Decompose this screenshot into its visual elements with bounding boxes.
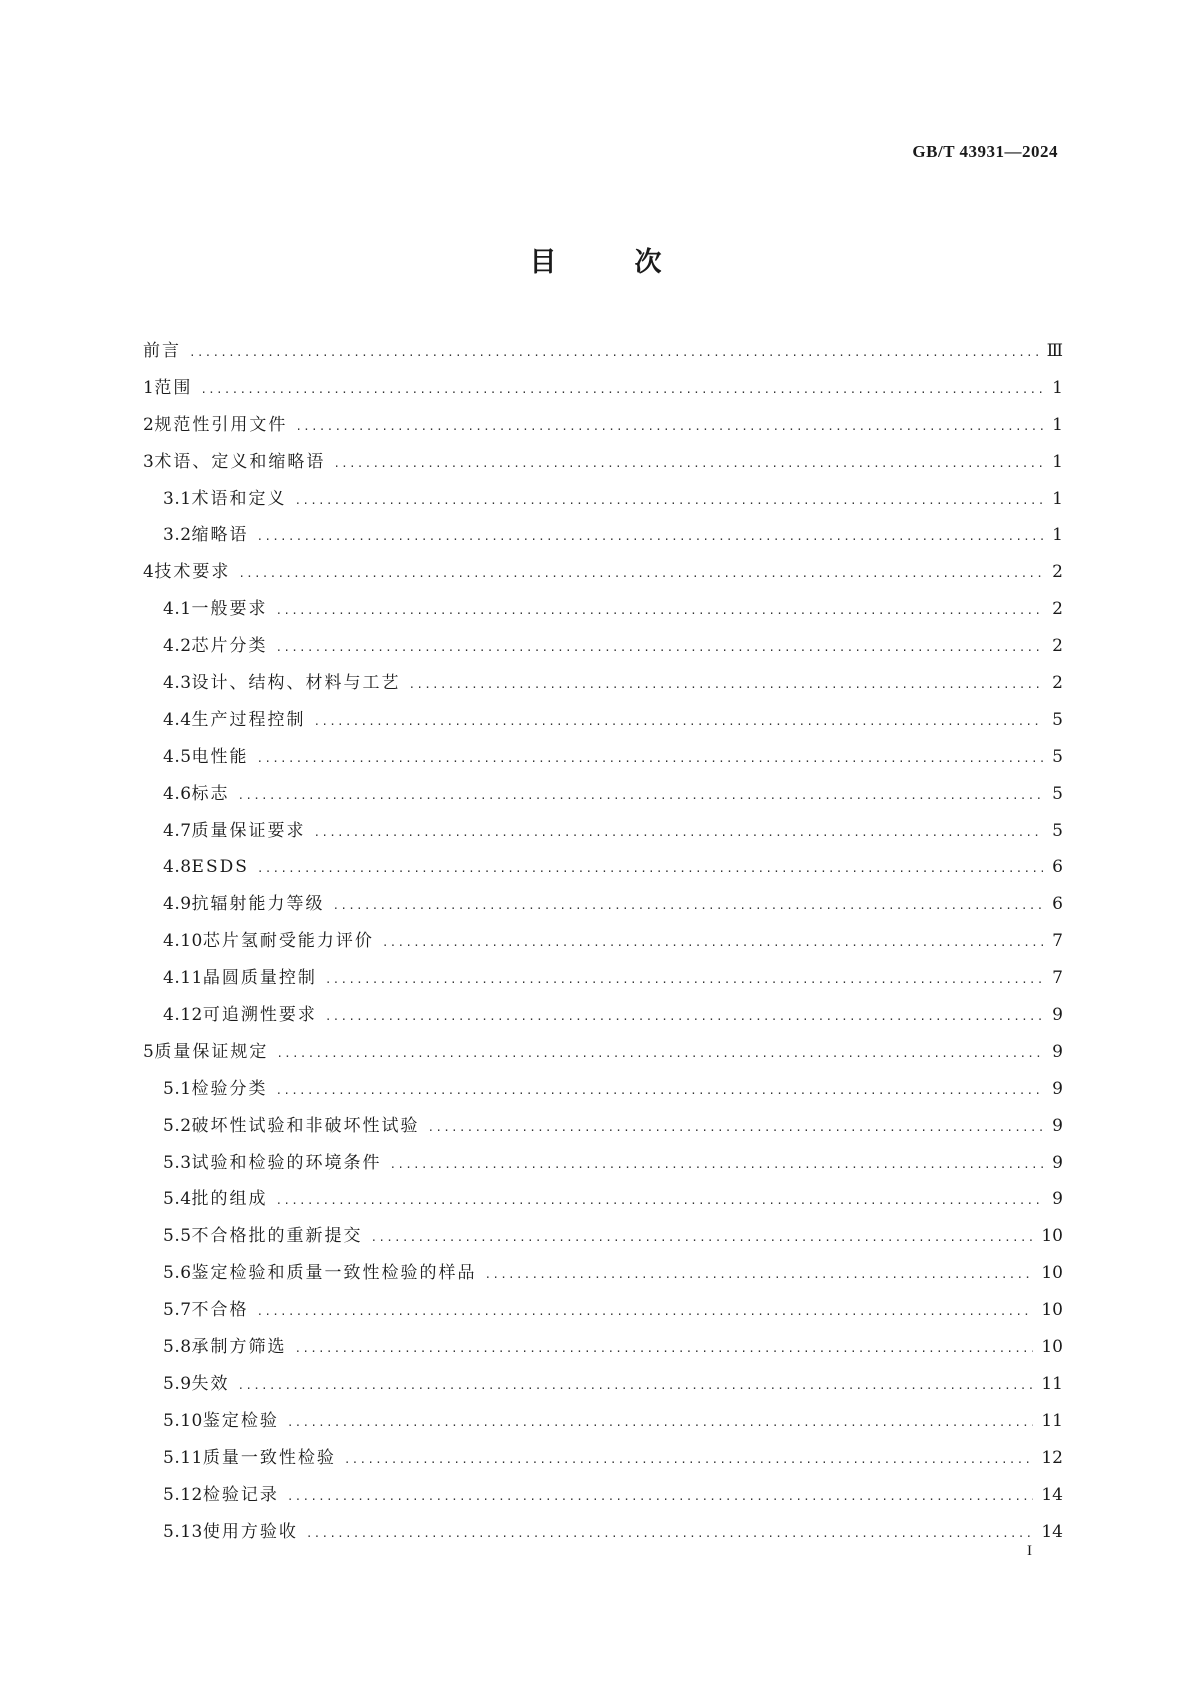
toc-entry-number: 2 [143,414,155,435]
toc-dot-leader [276,637,1043,659]
toc-entry-page: 11 [1041,1410,1063,1431]
toc-title [0,246,1191,280]
toc-entry[interactable] [143,451,1063,488]
toc-entry-page: 2 [1052,562,1063,583]
toc-dot-leader [314,711,1043,733]
toc-entry-number: 4.11 [163,968,203,989]
toc-entry-number: 4.1 [163,599,192,620]
standard-code: GB/T 43931—2024 [912,142,1058,161]
toc-entry-label: 不合格 [191,1300,249,1321]
toc-entry-label: 术语和定义 [191,488,287,509]
toc-entry[interactable] [143,1373,1063,1410]
toc-entry[interactable] [143,561,1063,598]
toc-entry-page: 11 [1041,1373,1063,1394]
toc-dot-leader [200,379,1043,401]
toc-entry-page: 14 [1041,1484,1063,1505]
toc-entry-number: 5.7 [163,1300,192,1321]
toc-entry-number: 3.1 [163,488,192,509]
toc-title-char-1: 目 [529,247,557,278]
toc-entry-page: 9 [1052,1005,1063,1026]
toc-entry-page: 10 [1041,1263,1063,1284]
toc-entry-number: 4 [143,562,155,583]
toc-entry-page: 5 [1052,820,1063,841]
toc-entry-page: 7 [1052,968,1063,989]
toc-dot-leader [390,1154,1043,1176]
toc-entry-number: 4.12 [163,1005,203,1026]
toc-entry-label: 承制方筛选 [191,1337,287,1358]
toc-entry[interactable] [143,1484,1063,1521]
toc-dot-leader [238,563,1043,585]
toc-entry-page: 10 [1041,1226,1063,1247]
toc-entry-label: 一般要求 [191,599,268,620]
toc-entry[interactable] [143,746,1063,783]
toc-dot-leader [238,785,1043,807]
toc-entry-label: 电性能 [191,746,249,767]
toc-entry[interactable] [143,1152,1063,1189]
toc-entry[interactable] [143,1041,1063,1078]
toc-entry-page: 5 [1052,746,1063,767]
toc-entry-number: 5.1 [163,1078,192,1099]
toc-entry[interactable] [143,1262,1063,1299]
toc-entry-page: 9 [1052,1041,1063,1062]
toc-entry-label: 芯片氢耐受能力评价 [202,931,374,952]
toc-entry-number: 5.4 [163,1189,192,1210]
toc-dot-leader [238,1375,1034,1397]
toc-dot-leader [314,822,1043,844]
toc-entry-label: 质量一致性检验 [202,1447,336,1468]
toc-entry[interactable] [143,635,1063,672]
toc-dot-leader [333,895,1043,917]
toc-dot-leader [371,1227,1034,1249]
toc-entry-label: 鉴定检验和质量一致性检验的样品 [191,1263,477,1284]
toc-entry-page: 1 [1052,451,1063,472]
toc-dot-leader [325,1006,1043,1028]
toc-dot-leader [306,1523,1034,1545]
toc-entry-page: 10 [1041,1337,1063,1358]
toc-dot-leader [333,453,1043,475]
toc-entry-label: 规范性引用文件 [154,414,288,435]
toc-entry-label: 失效 [191,1373,230,1394]
toc-entry-label: 晶圆质量控制 [202,968,317,989]
toc-entry[interactable] [143,1004,1063,1041]
toc-entry-page: 5 [1052,783,1063,804]
toc-entry-label: 可追溯性要求 [202,1005,317,1026]
toc-entry-page: 12 [1041,1447,1063,1468]
toc-entry-page: Ⅲ [1046,341,1063,361]
toc-title-char-2: 次 [634,247,662,278]
toc-dot-leader [295,416,1043,438]
toc-entry[interactable] [143,930,1063,967]
toc-entry[interactable] [143,598,1063,635]
page-number: I [1027,1543,1032,1559]
toc-entry-label: 破坏性试验和非破坏性试验 [191,1115,420,1136]
toc-entry-label: 芯片分类 [191,636,268,657]
toc-entry-page: 5 [1052,709,1063,730]
toc-entry[interactable] [143,377,1063,414]
toc-dot-leader [325,969,1043,991]
toc-dot-leader [257,1301,1034,1323]
toc-entry-number: 4.7 [163,820,192,841]
toc-entry-page: 1 [1052,414,1063,435]
toc-entry-label: ESDS [191,857,249,878]
toc-entry[interactable] [143,1188,1063,1225]
toc-entry-page: 2 [1052,636,1063,657]
toc-entry-number: 5.5 [163,1226,192,1247]
toc-entry-label: 生产过程控制 [191,709,306,730]
toc-entry-number: 4.2 [163,636,192,657]
toc-entry-number: 4.3 [163,673,192,694]
toc-dot-leader [257,526,1043,548]
toc-entry[interactable] [143,1336,1063,1373]
table-of-contents [143,340,1063,1557]
toc-dot-leader [257,858,1043,880]
toc-entry-label: 鉴定检验 [202,1410,279,1431]
toc-entry-page: 9 [1052,1078,1063,1099]
toc-entry-label: 不合格批的重新提交 [191,1226,363,1247]
toc-dot-leader [276,1043,1043,1065]
toc-entry-page: 9 [1052,1189,1063,1210]
toc-entry[interactable] [143,1410,1063,1447]
toc-entry-label: 质量保证规定 [154,1041,269,1062]
toc-entry-page: 6 [1052,894,1063,915]
toc-entry[interactable] [143,783,1063,820]
toc-entry-label: 设计、结构、材料与工艺 [191,673,401,694]
toc-entry-page: 14 [1041,1521,1063,1542]
toc-entry-page: 2 [1052,599,1063,620]
toc-entry-label: 标志 [191,783,230,804]
toc-entry[interactable] [143,820,1063,857]
toc-entry-number: 4.9 [163,894,192,915]
toc-entry[interactable] [143,672,1063,709]
toc-entry-label: 缩略语 [191,525,249,546]
toc-entry[interactable] [143,893,1063,930]
toc-entry-number: 5.9 [163,1373,192,1394]
toc-entry[interactable] [143,709,1063,746]
toc-dot-leader [295,1338,1034,1360]
toc-entry[interactable] [143,856,1063,893]
toc-entry-number: 3.2 [163,525,192,546]
toc-entry-label: 范围 [154,377,193,398]
toc-entry-label: 批的组成 [191,1189,268,1210]
toc-entry-page: 6 [1052,857,1063,878]
toc-entry-page: 7 [1052,931,1063,952]
toc-entry[interactable] [143,524,1063,561]
toc-entry-page: 1 [1052,525,1063,546]
toc-entry[interactable] [143,1447,1063,1484]
toc-entry-number: 4.4 [163,709,192,730]
toc-entry-label: 使用方验收 [202,1521,298,1542]
toc-entry-label: 试验和检验的环境条件 [191,1152,382,1173]
toc-entry[interactable] [143,967,1063,1004]
toc-entry-label: 抗辐射能力等级 [191,894,325,915]
toc-entry-number: 5 [143,1041,155,1062]
toc-entry-page: 1 [1052,377,1063,398]
toc-dot-leader [287,1412,1034,1434]
toc-entry[interactable] [143,1115,1063,1152]
toc-dot-leader [295,490,1043,512]
toc-dot-leader [257,748,1043,770]
toc-entry-number: 5.2 [163,1115,192,1136]
toc-entry-number: 5.11 [163,1447,203,1468]
toc-entry[interactable] [143,1078,1063,1115]
toc-dot-leader [344,1449,1034,1471]
toc-entry-number: 4.10 [163,931,203,952]
toc-dot-leader [485,1264,1034,1286]
toc-entry-label: 技术要求 [154,562,231,583]
toc-entry[interactable] [143,1521,1063,1558]
toc-entry-label: 术语、定义和缩略语 [154,451,326,472]
toc-entry-number: 4.6 [163,783,192,804]
toc-entry-page: 9 [1052,1115,1063,1136]
toc-entry[interactable] [143,1225,1063,1262]
toc-entry-number: 5.6 [163,1263,192,1284]
toc-entry-page: 9 [1052,1152,1063,1173]
toc-entry-label: 前言 [143,341,181,361]
toc-entry[interactable] [143,1299,1063,1336]
toc-entry-page: 1 [1052,488,1063,509]
toc-dot-leader [382,932,1043,954]
toc-entry-page: 2 [1052,673,1063,694]
toc-entry[interactable] [143,340,1063,377]
toc-entry-number: 5.13 [163,1521,203,1542]
toc-entry-number: 5.10 [163,1410,203,1431]
toc-entry[interactable] [143,488,1063,525]
toc-dot-leader [287,1486,1034,1508]
toc-dot-leader [276,1190,1043,1212]
toc-entry-label: 质量保证要求 [191,820,306,841]
toc-dot-leader [409,674,1043,696]
toc-entry-number: 1 [143,377,155,398]
toc-entry[interactable] [143,414,1063,451]
toc-dot-leader [428,1117,1043,1139]
toc-entry-number: 5.12 [163,1484,203,1505]
toc-entry-label: 检验记录 [202,1484,279,1505]
toc-entry-number: 5.8 [163,1337,192,1358]
toc-dot-leader [276,600,1043,622]
toc-entry-number: 4.5 [163,746,192,767]
toc-dot-leader [276,1080,1043,1102]
toc-entry-number: 5.3 [163,1152,192,1173]
toc-entry-page: 10 [1041,1300,1063,1321]
toc-entry-label: 检验分类 [191,1078,268,1099]
toc-dot-leader [189,342,1039,364]
toc-entry-number: 4.8 [163,857,192,878]
toc-entry-number: 3 [143,451,155,472]
